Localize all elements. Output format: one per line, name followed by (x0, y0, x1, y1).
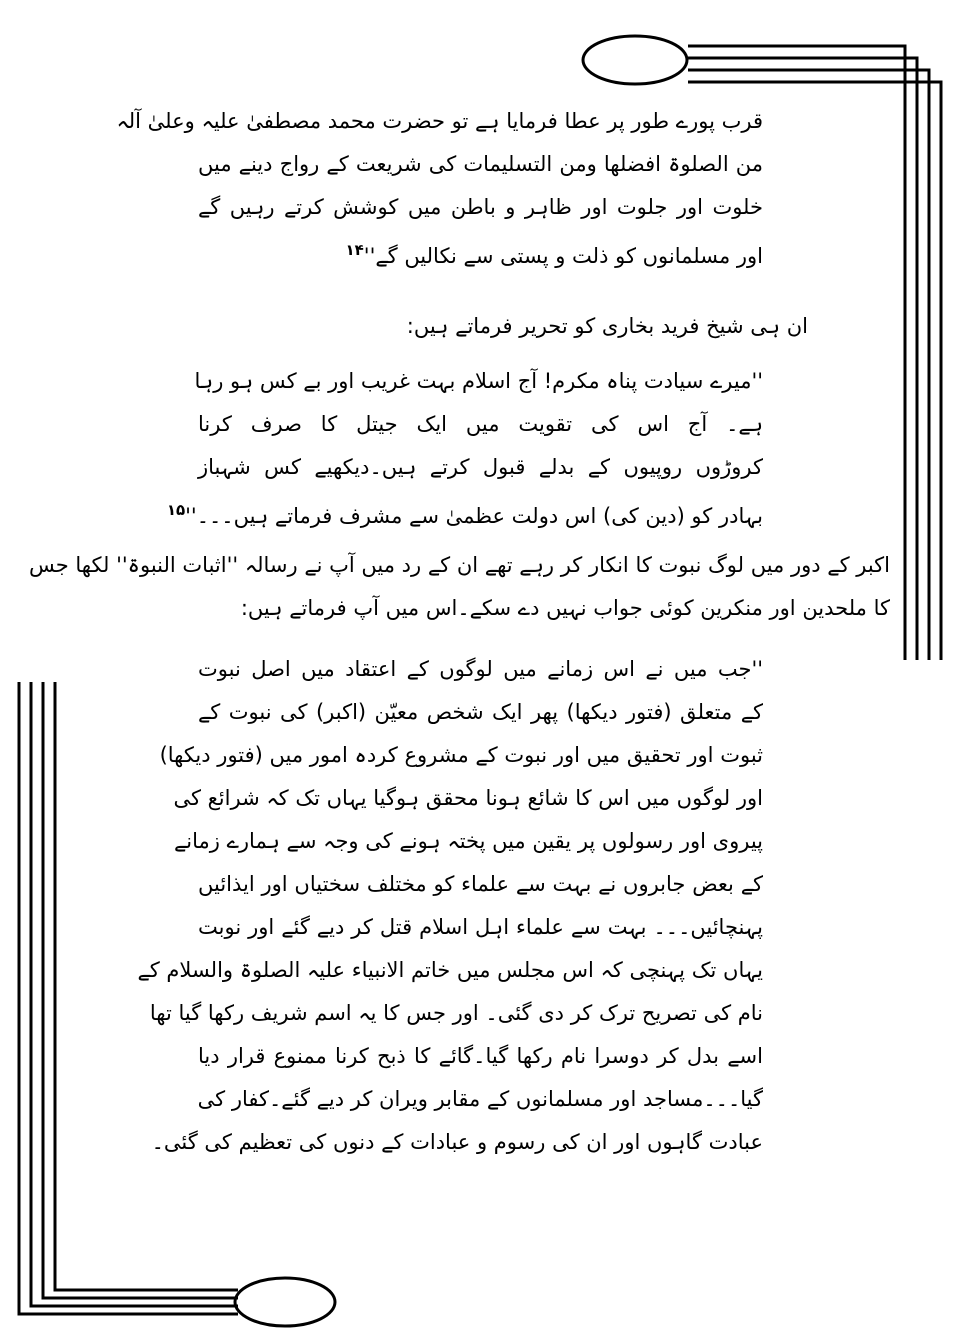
text-line: عبادت گاہوں اور ان کی رسوم و عبادات کے دنوں کی تعظیم کی گئی۔ (151, 1130, 763, 1154)
text-line: اسے بدل کر دوسرا نام رکھا گیا۔گائے کا ذبح کرنا ممنوع قرار دیا (198, 1044, 763, 1068)
quote-block-3 (137, 648, 763, 1164)
body-paragraph (28, 544, 890, 630)
text-line (166, 489, 763, 532)
text-line: ''جب میں نے اس زمانے میں لوگوں کے اعتقاد میں اصل نبوت (198, 657, 763, 681)
text-line: کا ملحدین اور منکرین کوئی جواب نہیں دے سکے۔اس میں آپ فرماتے ہیں: (240, 596, 890, 620)
text-line: من الصلوۃ افضلھا ومن التسلیمات کی شریعت کے رواج دینے میں (198, 152, 763, 176)
intro-paragraph (198, 305, 808, 348)
text-line: نام کی تصریح ترک کر دی گئی۔ اور جس کا یہ اسم شریف رکھا گیا تھا (149, 1001, 763, 1025)
text-line: ثبوت اور تحقیق میں اور نبوت کے مشروع کردہ امور میں (فتور دیکھا) (159, 743, 763, 767)
text-line: پہنچائیں۔۔۔ بہت سے علماء اہل اسلام قتل کر دیے گئے اور نوبت (198, 915, 763, 939)
text-line: قرب پورے طور پر عطا فرمایا ہے تو حضرت محمد مصطفیٰ علیہ وعلیٰ آلہ (116, 109, 763, 133)
footnote-marker: ۱۵ (166, 501, 186, 519)
quote-line-text: اور مسلمانوں کو ذلت و پستی سے نکالیں گے'' (363, 244, 763, 268)
text-line: کے بعض جابروں نے بہت سے علماء کو مختلف سختیاں اور ایذائیں (198, 872, 763, 896)
text-line: خلوت اور جلوت اور ظاہر و باطن میں کوشش کرتے رہیں گے (198, 195, 763, 219)
quote-block-2 (166, 360, 763, 532)
text-line: یہاں تک پہنچی کہ اس مجلس میں خاتم الانبیاء علیہ الصلوۃ والسلام کے (137, 958, 763, 982)
text-line: ہے۔ آج اس کی تقویت میں ایک جیتل کا صرف کرنا (198, 412, 763, 436)
text-line: گیا۔۔۔مساجد اور مسلمانوں کے مقابر ویران کر دیے گئے۔کفار کی (197, 1087, 763, 1111)
quote-line-text: بہادر کو (دین کی) اس دولت عظمیٰ سے مشرف فرماتے ہیں۔۔۔'' (185, 504, 763, 528)
text-line: اور لوگوں میں اس کا شائع ہونا محقق ہوگیا یہاں تک کہ شرائع کی (173, 786, 763, 810)
text-line: ''میرے سیادت پناہ مکرم! آج اسلام بہت غریب اور بے کس ہو رہا (194, 369, 763, 393)
text-line: کے متعلق (فتور دیکھا) پھر ایک شخص معیّن (اکبر) کی نبوت کے (198, 700, 763, 724)
text-line (198, 229, 763, 272)
quote-block-1 (116, 100, 763, 272)
text-line: اکبر کے دور میں لوگ نبوت کا انکار کر رہے تھے ان کے رد میں آپ نے رسالہ ''اثبات النبوۃ'' لکھا جس (28, 553, 890, 577)
text-line: کروڑوں روپیوں کے بدلے قبول کرتے ہیں۔دیکھیے کس شہباز (198, 455, 763, 479)
footnote-marker: ۱۴ (345, 241, 364, 259)
text-line: ان ہی شیخ فرید بخاری کو تحریر فرماتے ہیں: (406, 314, 808, 338)
text-line: پیروی اور رسولوں پر یقین میں پختہ ہونے کی وجہ سے ہمارے زمانے (173, 829, 763, 853)
